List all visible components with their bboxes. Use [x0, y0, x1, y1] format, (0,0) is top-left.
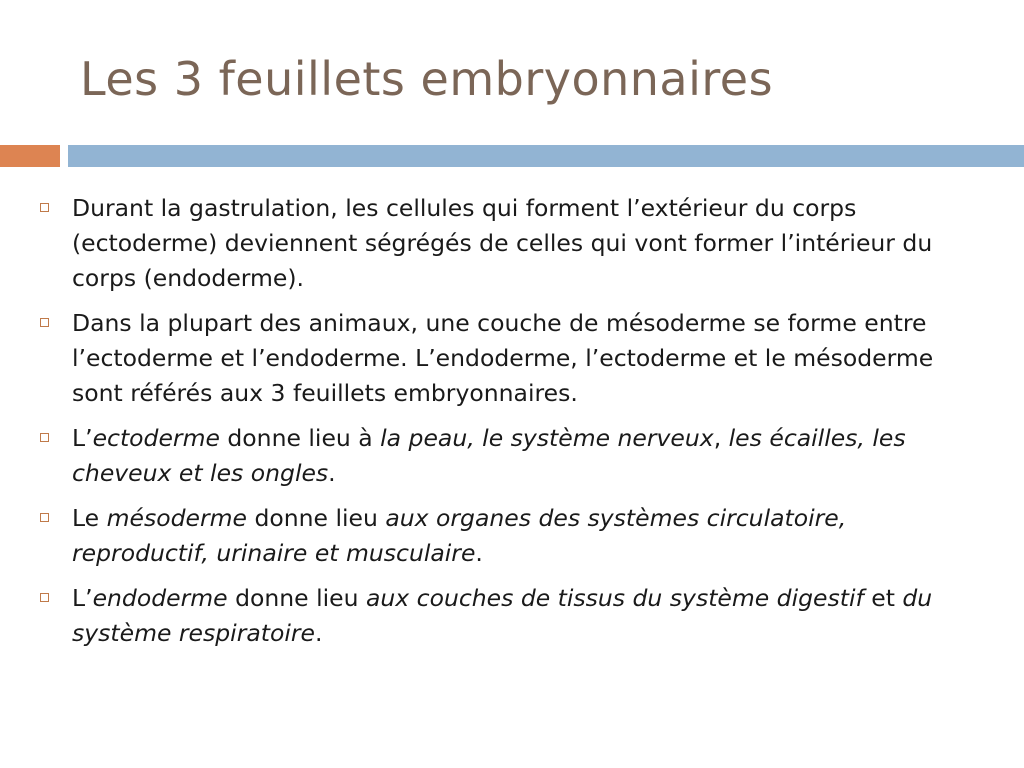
hollow-square-icon: [40, 433, 49, 442]
bullet-item: [40, 306, 990, 411]
bullet-text-italic: aux organes des systèmes circulatoire, reproductif, urinaire et musculaire: [72, 504, 847, 567]
slide-title: Les 3 feuillets embryonnaires: [80, 52, 774, 106]
bullet-item: [40, 581, 990, 651]
bullet-text: donne lieu: [246, 504, 386, 532]
bullet-text: Le: [72, 504, 107, 532]
bullet-text: .: [328, 459, 336, 487]
accent-bar-blue: [68, 145, 1024, 167]
bullet-text: Dans la plupart des animaux, une couche de mésoderme se forme entre l’ectoderme et l’endoderme. L’endoderme, l’ectoderme et le mésoderme sont référés aux 3 feuillets embryonnaires.: [72, 309, 934, 407]
bullet-text: .: [315, 619, 323, 647]
bullet-text: L’: [72, 584, 93, 612]
bullet-text: ,: [713, 424, 729, 452]
bullet-text-italic: les écailles, les cheveux et les ongles: [72, 424, 906, 487]
hollow-square-icon: [40, 593, 49, 602]
hollow-square-icon: [40, 203, 49, 212]
bullet-text: L’: [72, 424, 93, 452]
bullet-text: .: [475, 539, 483, 567]
bullet-text-italic: ectoderme: [92, 424, 220, 452]
hollow-square-icon: [40, 513, 49, 522]
bullet-text-italic: la peau, le système nerveux: [380, 424, 714, 452]
bullet-item: [40, 501, 990, 571]
bullet-text-italic: aux couches de tissus du système digestif: [365, 584, 864, 612]
bullet-item: [40, 421, 990, 491]
bullet-text: et: [863, 584, 903, 612]
accent-bar-orange: [0, 145, 60, 167]
hollow-square-icon: [40, 318, 49, 327]
bullet-text: donne lieu à: [219, 424, 381, 452]
bullet-text-italic: endoderme: [92, 584, 228, 612]
bullet-text-italic: du système respiratoire: [72, 584, 933, 647]
bullet-text: donne lieu: [227, 584, 366, 612]
bullet-item: [40, 191, 990, 296]
bullet-text-italic: mésoderme: [106, 504, 247, 532]
bullet-text: Durant la gastrulation, les cellules qui forment l’extérieur du corps (ectoderme) deviennent ségrégés de celles qui vont former l’intérieur du corps (endoderme).: [72, 194, 933, 292]
bullet-list: [40, 191, 990, 661]
